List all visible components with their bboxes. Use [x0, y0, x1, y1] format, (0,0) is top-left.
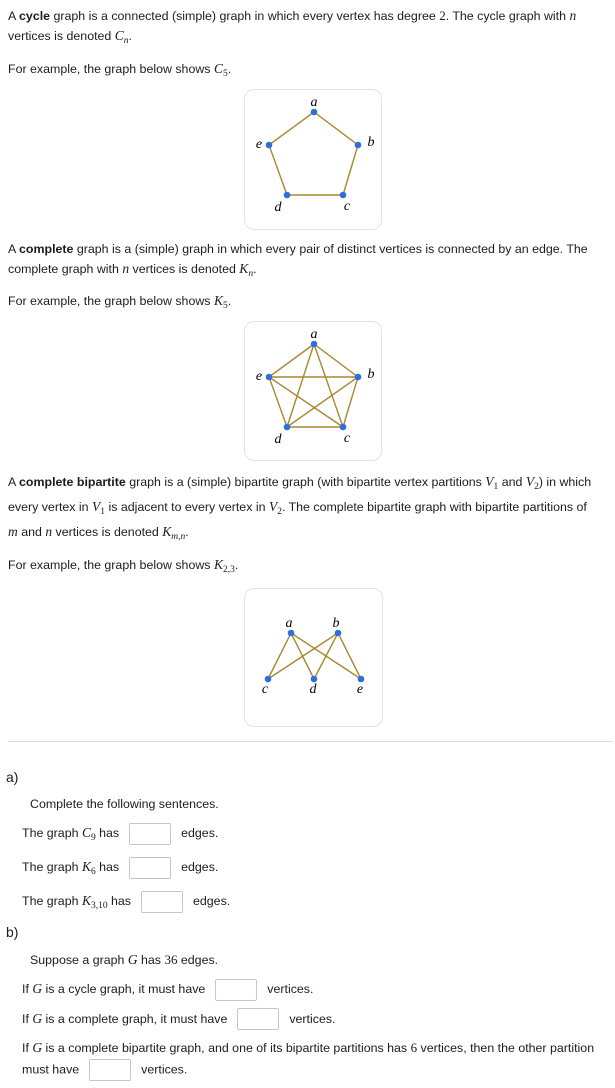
- vertex-label-c: c: [343, 431, 351, 446]
- text-segment: is a complete graph, it must have: [42, 1011, 228, 1026]
- text-segment: vertices.: [267, 982, 314, 996]
- text-segment: The graph: [22, 860, 82, 874]
- graph-edge-bc: [343, 377, 358, 427]
- text-segment: graph is a (simple) bipartite graph (with bipartite vertex partitions: [125, 475, 486, 489]
- text-segment: V: [92, 499, 101, 514]
- figure-k5: [244, 321, 382, 461]
- text-segment: every vertex in: [8, 500, 93, 514]
- graph-vertex-e: [266, 374, 273, 381]
- graph-drawing-C5: [245, 90, 382, 230]
- text-segment: edges.: [181, 826, 219, 840]
- text-segment: V: [525, 474, 535, 489]
- section-a-label: a): [6, 769, 19, 785]
- text-segment: n: [45, 524, 53, 539]
- vertices-question-complete: [22, 1008, 615, 1031]
- graph-vertex-b: [355, 374, 362, 381]
- vertices-question-bipartite: [22, 1037, 615, 1081]
- answer-input[interactable]: [215, 979, 257, 1001]
- graph-vertex-d: [284, 192, 291, 199]
- text-segment: vertices is denoted: [129, 262, 240, 276]
- text-segment: Complete the following sentences.: [30, 797, 219, 811]
- text-segment: G: [127, 952, 138, 967]
- text-segment: .: [234, 558, 239, 572]
- complete-definition: [8, 240, 611, 284]
- text-segment: edges.: [181, 860, 219, 874]
- text-segment: 2: [439, 8, 446, 23]
- text-segment: 3,10: [90, 901, 108, 911]
- edges-question-k6: [22, 856, 615, 883]
- text-segment: V: [268, 499, 278, 514]
- graph-edge-bd: [287, 377, 358, 427]
- text-segment: . The cycle graph with: [445, 9, 570, 23]
- text-segment: V: [485, 474, 494, 489]
- complete-example-caption: [8, 291, 611, 316]
- cycle-definition: [8, 0, 611, 51]
- text-segment: n: [122, 261, 130, 276]
- section-a: [0, 769, 615, 917]
- graph-vertex-e: [266, 142, 273, 149]
- text-segment: is a complete bipartite graph, and one of its bipartite partitions has: [42, 1041, 411, 1056]
- edges-question-k310: [22, 890, 615, 917]
- text-segment: C: [114, 28, 124, 43]
- section-a-intro: [30, 795, 611, 814]
- text-segment: edges.: [177, 953, 219, 967]
- text-segment: cycle: [19, 9, 51, 23]
- section-b: [0, 924, 615, 1081]
- text-segment: 1: [100, 507, 106, 517]
- text-segment: vertices.: [141, 1062, 188, 1077]
- section-b-label: b): [6, 924, 19, 940]
- text-segment: C: [81, 825, 91, 840]
- vertex-label-b: b: [367, 135, 375, 150]
- text-segment: has: [95, 860, 120, 874]
- text-segment: is adjacent to every vertex in: [105, 500, 269, 514]
- graph-edge-ab: [314, 112, 358, 145]
- text-segment: graph is a connected (simple) graph in which every vertex has degree: [50, 9, 440, 23]
- section-b-intro: [30, 950, 611, 970]
- text-segment: The graph: [22, 894, 82, 908]
- vertex-label-b: b: [367, 367, 375, 382]
- text-segment: 5: [222, 301, 228, 311]
- graph-vertex-c: [340, 424, 347, 431]
- text-segment: and: [498, 475, 526, 489]
- figure-k23: [244, 588, 383, 727]
- text-segment: . The complete bipartite graph with bipartite partitions of: [281, 500, 587, 514]
- text-segment: For example, the graph below shows: [8, 294, 214, 308]
- graph-edge-bd: [314, 633, 338, 679]
- text-segment: m,n: [171, 532, 186, 542]
- edges-question-c9: [22, 822, 615, 849]
- text-segment: A: [8, 475, 20, 489]
- text-segment: must have: [22, 1062, 80, 1077]
- vertex-label-b: b: [332, 616, 340, 631]
- vertices-question-cycle: [22, 978, 615, 1001]
- text-segment: If: [22, 982, 33, 996]
- text-segment: K: [81, 893, 91, 908]
- text-segment: m: [8, 524, 18, 539]
- text-segment: K: [81, 859, 91, 874]
- text-segment: complete graph with: [8, 262, 123, 276]
- graph-edge-ab: [314, 344, 358, 377]
- vertex-label-a: a: [310, 95, 318, 110]
- text-segment: 9: [90, 833, 96, 843]
- figure-c5: [244, 89, 382, 230]
- text-segment: 6: [410, 1040, 418, 1056]
- text-segment: n: [569, 8, 577, 23]
- text-segment: G: [32, 1040, 43, 1056]
- text-segment: graph is a (simple) graph in which every pair of distinct vertices is connected by an edge. The: [73, 242, 588, 256]
- text-segment: G: [32, 1010, 43, 1026]
- text-segment: 2,3: [222, 565, 235, 575]
- graph-edge-ea: [269, 344, 314, 377]
- text-segment: ) in which: [538, 475, 592, 489]
- text-segment: A: [8, 9, 20, 23]
- text-segment: For example, the graph below shows: [8, 62, 214, 76]
- answer-input[interactable]: [129, 823, 171, 845]
- text-segment: and: [17, 525, 46, 539]
- text-segment: 36: [164, 952, 178, 967]
- text-segment: G: [32, 981, 43, 996]
- vertex-label-d: d: [274, 432, 282, 447]
- text-segment: edges.: [193, 894, 231, 908]
- answer-input[interactable]: [237, 1008, 279, 1030]
- graph-edge-bc: [343, 145, 358, 195]
- text-segment: K: [162, 524, 172, 539]
- text-segment: 6: [90, 867, 96, 877]
- text-segment: K: [239, 261, 249, 276]
- text-segment: .: [185, 525, 189, 539]
- graph-edge-ad: [287, 344, 314, 427]
- text-segment: The graph: [22, 826, 82, 840]
- graph-edge-de: [269, 377, 287, 427]
- text-segment: n: [123, 36, 129, 46]
- text-segment: complete bipartite: [19, 475, 126, 489]
- text-segment: n: [248, 269, 254, 279]
- graph-edge-bc: [268, 633, 338, 679]
- graph-edge-de: [269, 145, 287, 195]
- text-segment: A: [8, 242, 20, 256]
- text-segment: has: [137, 953, 165, 967]
- text-segment: 2: [534, 482, 539, 492]
- text-segment: is a cycle graph, it must have: [42, 982, 206, 996]
- graph-edge-ea: [269, 112, 314, 145]
- text-segment: 1: [493, 482, 499, 492]
- graph-edge-ac: [314, 344, 343, 427]
- vertex-label-d: d: [274, 200, 282, 215]
- text-segment: vertices, then the other partition: [417, 1041, 595, 1056]
- text-segment: complete: [19, 242, 74, 256]
- vertex-label-e: e: [356, 682, 364, 697]
- bipartite-example-caption: [8, 555, 611, 580]
- text-segment: .: [253, 262, 257, 276]
- text-segment: .: [227, 294, 232, 308]
- text-segment: 2: [277, 507, 282, 517]
- text-segment: If: [22, 1041, 33, 1056]
- vertex-label-e: e: [255, 369, 263, 384]
- vertex-label-a: a: [285, 616, 293, 631]
- text-segment: has: [107, 894, 131, 908]
- text-segment: K: [213, 293, 223, 308]
- text-segment: has: [95, 826, 120, 840]
- text-segment: vertices.: [289, 1011, 336, 1026]
- graph-drawing-K5: [245, 322, 382, 461]
- vertex-label-d: d: [309, 682, 317, 697]
- graph-drawing-K2,3: [245, 589, 383, 727]
- vertex-label-c: c: [343, 199, 351, 214]
- graph-edge-ce: [269, 377, 343, 427]
- graph-vertex-b: [355, 142, 362, 149]
- text-segment: vertices is denoted: [52, 525, 163, 539]
- graph-vertex-d: [284, 424, 291, 431]
- vertex-label-a: a: [310, 327, 318, 342]
- vertex-label-c: c: [261, 682, 269, 697]
- graph-vertex-c: [340, 192, 347, 199]
- text-segment: Suppose a graph: [30, 953, 128, 967]
- section-divider: [8, 741, 613, 742]
- text-segment: K: [213, 557, 223, 572]
- bipartite-definition: [8, 472, 611, 547]
- text-segment: 5: [222, 69, 228, 79]
- text-segment: If: [22, 1011, 33, 1026]
- cycle-example-caption: [8, 59, 611, 84]
- text-segment: C: [213, 61, 223, 76]
- answer-input[interactable]: [129, 857, 171, 879]
- text-segment: vertices is denoted: [8, 29, 115, 43]
- text-segment: For example, the graph below shows: [8, 558, 214, 572]
- answer-input[interactable]: [141, 891, 183, 913]
- text-segment: .: [227, 62, 232, 76]
- vertex-label-e: e: [255, 137, 263, 152]
- answer-input[interactable]: [89, 1059, 131, 1081]
- text-segment: .: [128, 29, 132, 43]
